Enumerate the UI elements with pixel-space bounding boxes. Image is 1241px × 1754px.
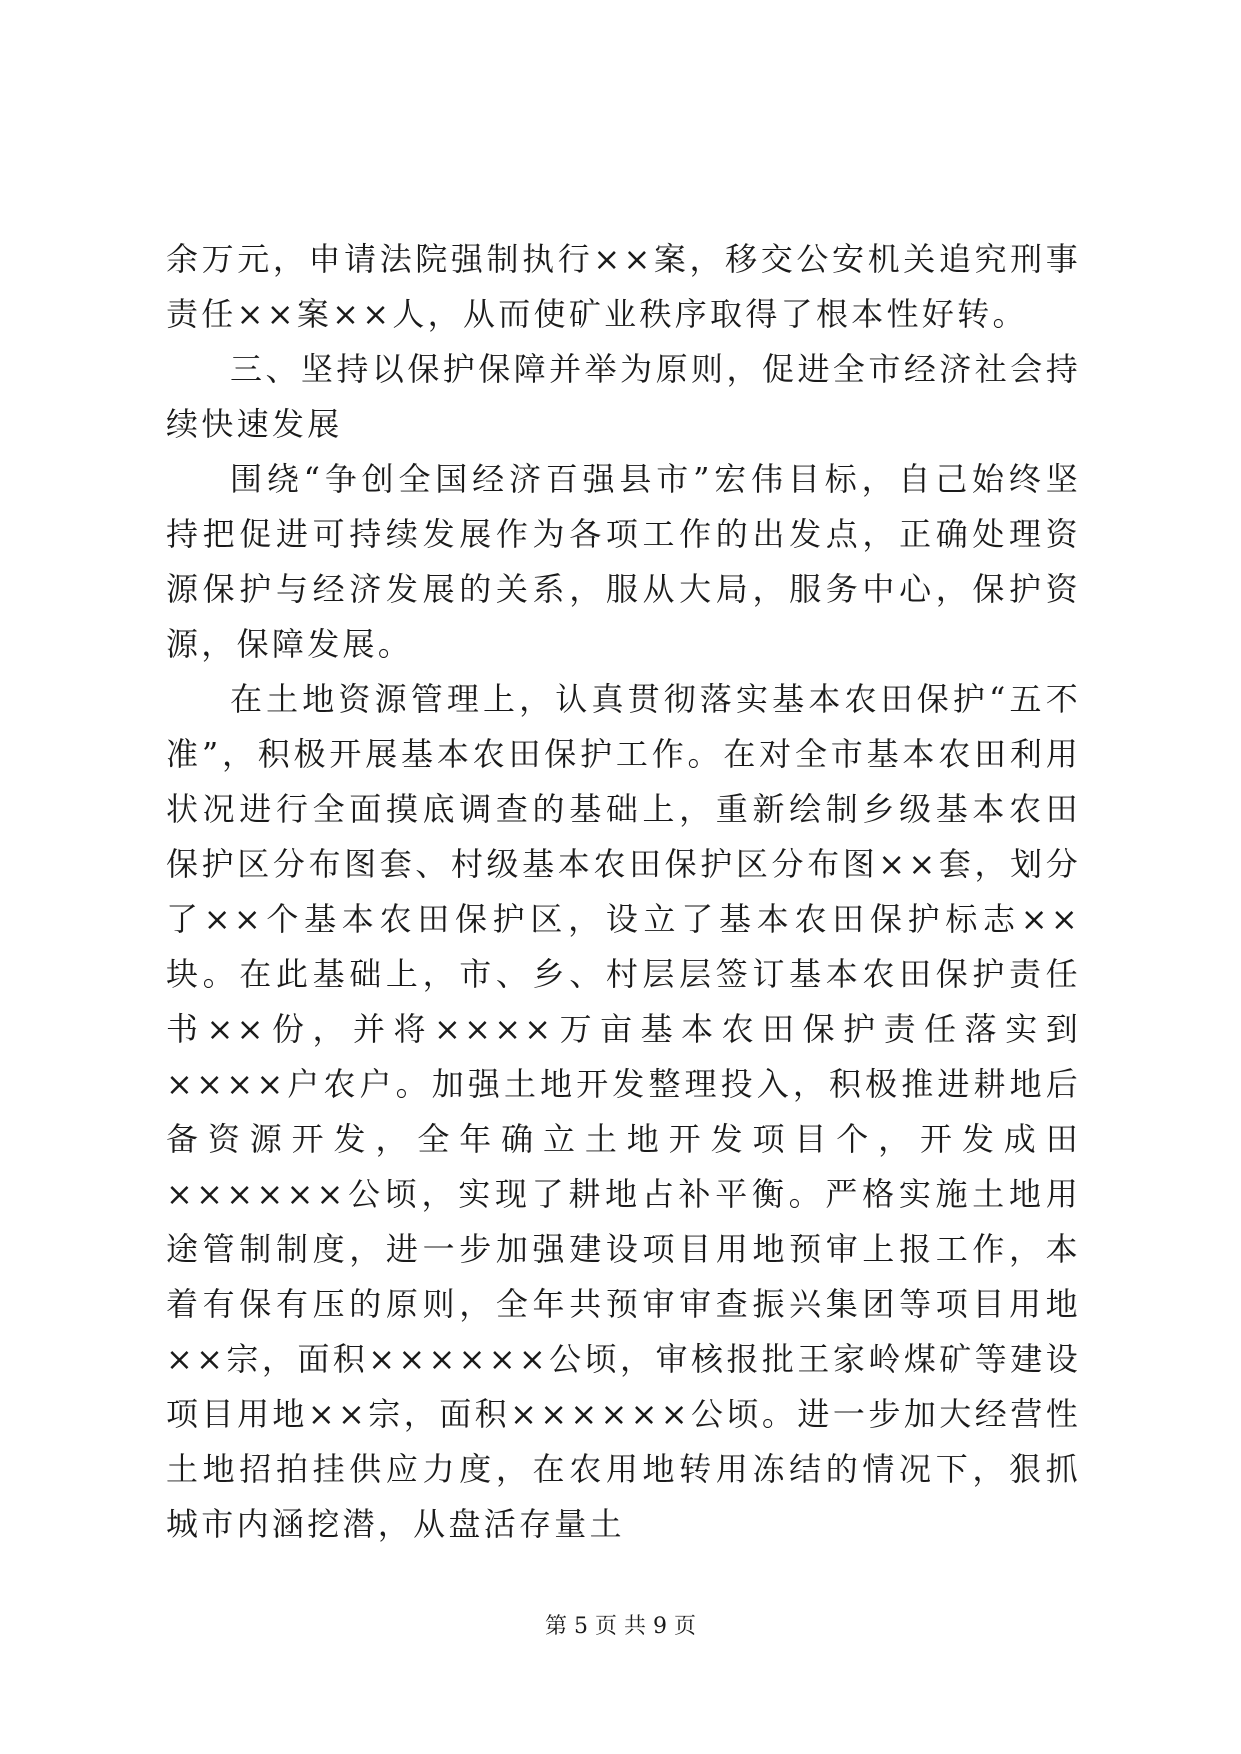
paragraph-intro: 围绕“争创全国经济百强县市”宏伟目标，自己始终坚持把促进可持续发展作为各项工作的出发点，正确处理资源保护与经济发展的关系，服从大局，服务中心，保护资源，保障发展。 [166,460,1081,663]
paragraph-continuation: 余万元，申请法院强制执行××案，移交公安机关追究刑事责任××案××人，从而使矿业秩序取得了根本性好转。 [166,240,1081,333]
page-number-footer: 第 5 页 共 9 页 [545,1614,696,1639]
document-body [166,232,1081,1552]
section-heading: 三、坚持以保护保障并举为原则，促进全市经济社会持续快速发展 [166,350,1081,443]
paragraph-land-management: 在土地资源管理上，认真贯彻落实基本农田保护“五不准”，积极开展基本农田保护工作。在对全市基本农田利用状况进行全面摸底调查的基础上，重新绘制乡级基本农田保护区分布图套、村级基本农田保护区分布图××套，划分了××个基本农田保护区，设立了基本农田保护标志××块。在此基础上，市、乡、村层层签订基本农田保护责任书××份，并将××××万亩基本农田保护责任落实到××××户农户。加强土地开发整理投入，积极推进耕地后备资源开发，全年确立土地开发项目个，开发成田××××××公顷，实现了耕地占补平衡。严格实施土地用途管制制度，进一步加强建设项目用地预审上报工作，本着有保有压的原则，全年共预审审查振兴集团等项目用地××宗，面积××××××公顷，审核报批王家岭煤矿等建设项目用地××宗，面积××××××公顷。进一步加大经营性土地招拍挂供应力度，在农用地转用冻结的情况下，狠抓城市内涵挖潜，从盘活存量土 [166,680,1081,1543]
